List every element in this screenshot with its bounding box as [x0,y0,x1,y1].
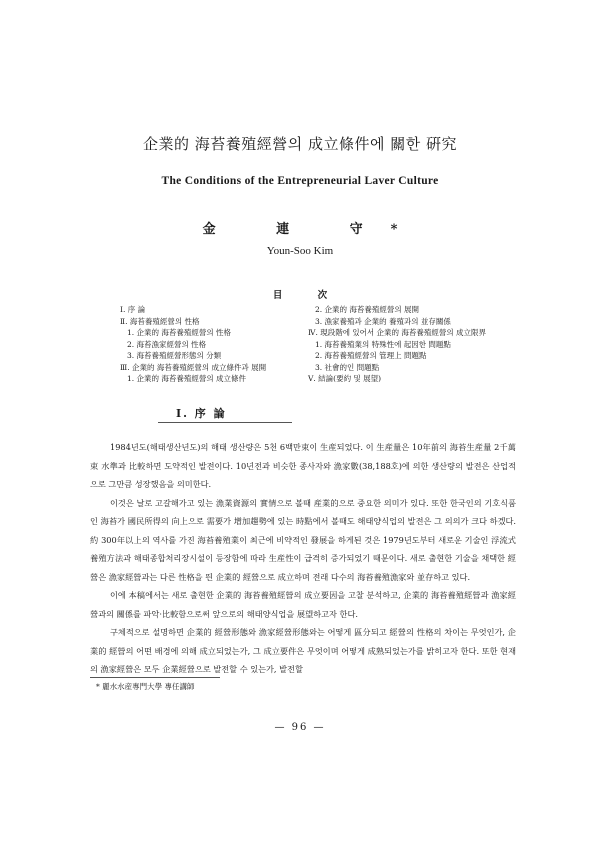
toc-item: Ⅲ. 企業的 海苔養殖經營의 成立條件과 展開 [120,362,267,372]
toc-item: 2. 海苔養殖經營의 管理上 問題點 [315,351,427,360]
section-heading: Ⅰ. 序 論 [176,407,227,420]
section-divider [158,422,292,423]
paragraph: 1984년도(해태생산년도)의 해태 생산량은 5천 6백만束이 生産되었다. 이 生産量은 10年前의 海苔生産量 2千萬束 水準과 比較하면 도약적인 발전이다. 10년전과 비슷한 종사자와 漁家數(38,188호)에 의한 생산량의 발전은 산업적으로 그만큼 성장했음을 의미한다. [90,442,516,489]
paragraph: 이것은 날로 고갈해가고 있는 漁業資源의 實情으로 볼때 産業的으로 중요한 의미가 있다. 또한 한국인의 기호식품인 海苔가 國民所得의 向上으로 需要가 增加趨勢에 있는 時點에서 볼때도 해태양식업의 발전은 그 의의가 크다 하겠다. 約 300年以上의 역사를 가진 海苔養殖業이 최근에 비약적인 發展을 하게된 것은 1979년도부터 새로운 기술인 浮流式養殖方法과 해태종합처리장시설이 등장함에 따라 生産性이 급격히 증가되었기 때문이다. 새로 출현한 기술을 채택한 經營은 漁家經營과는 다른 性格을 띈 企業的 經營으로 成立하며 전래 다수의 海苔養殖漁家와 並存하고 있다. [90,497,516,582]
toc-left-column [120,304,266,385]
page-number: — 96 — [274,722,326,733]
toc-heading: 目 次 [272,290,344,301]
author-name-english: Youn-Soo Kim [266,245,334,257]
toc-item: Ⅰ. 序 論 [120,305,146,314]
footnote: * 麗水水産專門大學 專任講師 [96,682,195,691]
paper-title-english: The Conditions of the Entrepreneurial Laver Culture [161,175,439,187]
footnote-divider [90,677,220,678]
toc-item: 1. 企業的 海苔養殖經營의 成立條件 [127,374,247,383]
author-name-korean: 金 連 守* [202,222,426,237]
toc-item: 1. 企業的 海苔養殖經營의 性格 [127,328,232,337]
paragraph: 이에 本稿에서는 새로 출현한 企業的 海苔養殖經營의 成立要因을 고찰 분석하고, 企業的 海苔養殖經營과 漁家經營과의 關係를 파악·比較함으로써 앞으로의 해태양식업을 展望하고자 한다. [90,590,516,619]
toc-item: 2. 海苔漁家經營의 性格 [127,339,207,349]
toc-right-column [308,304,486,385]
body-text [90,438,516,679]
toc-item: Ⅳ. 現段階에 있어서 企業的 海苔養殖經營의 成立限界 [308,328,487,337]
toc-item: 3. 社會的인 問題點 [315,362,380,372]
toc-item: Ⅴ. 結論(要約 및 展望) [308,374,382,383]
paragraph: 구체적으로 설명하면 企業的 經營形態와 漁家經營形態와는 어떻게 區分되고 經營의 性格의 차이는 무엇인가, 企業的 經營의 어떤 배경에 의해 成立되었는가, 그 成立要件은 무엇이며 어떻게 成熟되었는가를 밝히고자 한다. 또한 현재의 漁家經營은 모두 企業經營으로 발전할 수 있는가, 발전할 [90,627,516,674]
toc-item: 3. 海苔養殖經營形態의 分類 [127,351,222,360]
toc-item: 3. 漁家養殖과 企業的 養殖과의 並存關係 [315,316,451,326]
toc-item: 2. 企業的 海苔養殖經營의 展開 [315,305,420,314]
paper-title-korean: 企業的 海苔養殖經營의 成立條件에 關한 硏究 [142,135,458,153]
toc-item: Ⅱ. 海苔養殖經營의 性格 [120,316,200,326]
toc-item: 1. 海苔養殖業의 特殊性에 起因한 問題點 [315,339,451,349]
